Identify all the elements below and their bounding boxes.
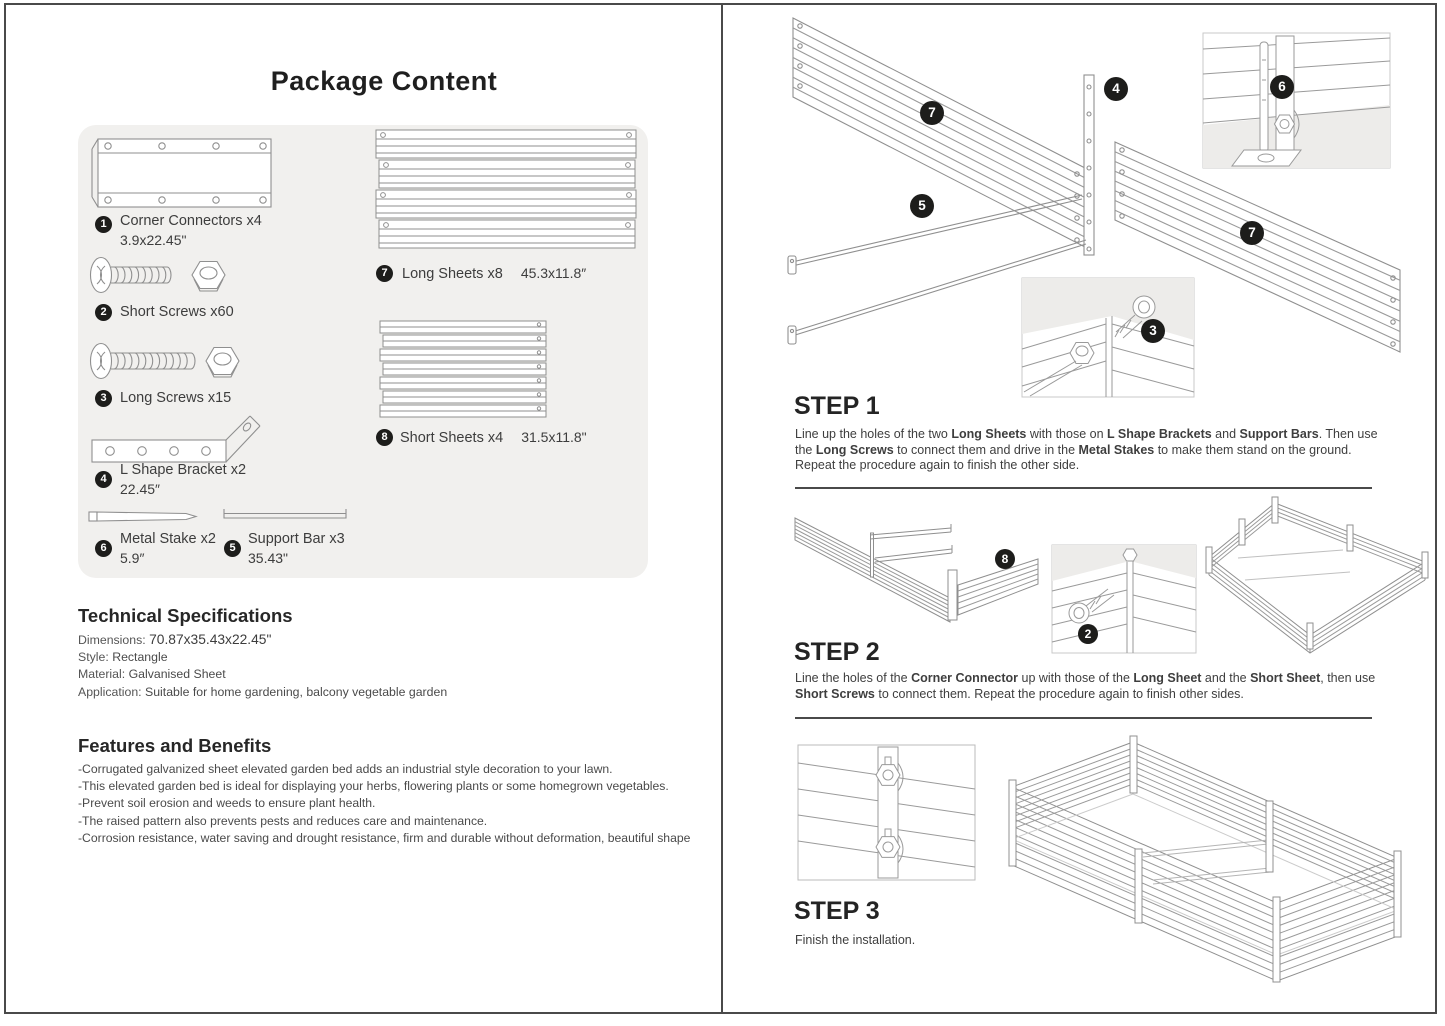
step3-instructions: Finish the installation. bbox=[795, 933, 916, 947]
part-label bbox=[120, 461, 246, 500]
part-label bbox=[120, 303, 234, 322]
part-dimension: 3.9x22.45" bbox=[120, 232, 187, 248]
step1-assembly-diagram bbox=[728, 2, 1445, 396]
part-number-badge: 1 bbox=[95, 216, 112, 233]
part-name: Short Screws x60 bbox=[120, 304, 234, 320]
diagram-badge-long-sheet-right: 7 bbox=[1240, 221, 1264, 245]
part-number-badge: 6 bbox=[95, 540, 112, 557]
l-bracket-drawing bbox=[90, 414, 262, 466]
diagram-badge-support-bar: 5 bbox=[910, 194, 934, 218]
page-title: Package Content bbox=[270, 66, 498, 96]
part-dimension: 31.5x11.8" bbox=[521, 429, 587, 445]
part-name: Metal Stake x2 bbox=[120, 531, 216, 547]
part-number-badge: 2 bbox=[95, 304, 112, 321]
diagram-badge-long-screw: 3 bbox=[1141, 319, 1165, 343]
spec-key: Style: bbox=[78, 650, 109, 665]
step1-instructions: Line up the holes of the two Long Sheets with those on L Shape Brackets and Support Bars. Then use the Long Screws to connect them and drive in the Metal Stakes to make them stand on the ground. Repeat the procedure again to finish the other side. bbox=[795, 427, 1378, 473]
spec-row bbox=[78, 684, 708, 701]
part-dimension: 35.43" bbox=[248, 550, 289, 566]
feature-item: -This elevated garden bed is ideal for displaying your herbs, flowering plants or some homegrown vegetables. bbox=[78, 779, 669, 794]
diagram-badge-metal-stake: 6 bbox=[1270, 75, 1294, 99]
column-divider bbox=[721, 3, 723, 1014]
step3-assembly-diagram bbox=[790, 723, 1445, 1015]
part-label bbox=[120, 212, 262, 251]
part-label bbox=[400, 428, 587, 448]
part-name: Support Bar x3 bbox=[248, 531, 345, 547]
short-sheets-drawing bbox=[376, 320, 552, 422]
part-name: Corner Connectors x4 bbox=[120, 213, 262, 229]
part-label bbox=[248, 530, 345, 569]
metal-stake-drawing bbox=[88, 508, 200, 524]
part-dimension: 45.3x11.8″ bbox=[520, 265, 587, 281]
part-number-badge: 7 bbox=[376, 265, 393, 282]
step3-title: STEP 3 bbox=[794, 897, 880, 925]
diagram-badge-short-screw: 2 bbox=[1078, 624, 1098, 644]
part-dimension: 5.9″ bbox=[120, 550, 145, 566]
part-name: Short Sheets x4 bbox=[400, 430, 504, 446]
feature-item: -Corrosion resistance, water saving and drought resistance, firm and durable without deformation, beautiful shape bbox=[78, 830, 691, 845]
step2-assembly-diagram bbox=[790, 495, 1440, 657]
short-screw-drawing bbox=[88, 254, 238, 296]
part-name: L Shape Bracket x2 bbox=[120, 462, 247, 478]
tech-specs-list bbox=[78, 631, 708, 701]
spec-value: Rectangle bbox=[112, 650, 168, 665]
spec-row bbox=[78, 631, 708, 649]
spec-value: Suitable for home gardening, balcony vegetable garden bbox=[145, 684, 448, 699]
diagram-badge-short-sheet: 8 bbox=[995, 549, 1015, 569]
part-number-badge: 5 bbox=[224, 540, 241, 557]
section-divider bbox=[795, 717, 1372, 719]
part-label bbox=[402, 264, 586, 284]
part-label bbox=[120, 530, 216, 569]
spec-key: Material: bbox=[78, 667, 126, 682]
feature-item: -The raised pattern also prevents pests and reduces care and maintenance. bbox=[78, 813, 488, 828]
part-name: Long Sheets x8 bbox=[402, 266, 503, 282]
spec-key: Application: bbox=[78, 684, 142, 699]
spec-row bbox=[78, 666, 708, 683]
step2-instructions: Line the holes of the Corner Connector up with those of the Long Sheet and the Short Sheet, then use Short Screws to connect them. Repeat the procedure again to finish other sides. bbox=[795, 671, 1376, 701]
corner-connector-drawing bbox=[90, 136, 274, 210]
step1-title: STEP 1 bbox=[794, 392, 880, 420]
part-number-badge: 3 bbox=[95, 390, 112, 407]
long-screw-drawing bbox=[88, 340, 252, 382]
part-number-badge: 8 bbox=[376, 429, 393, 446]
feature-item: -Corrugated galvanized sheet elevated garden bed adds an industrial style decoration to your lawn. bbox=[78, 762, 613, 776]
support-bar-drawing bbox=[220, 506, 350, 522]
spec-key: Dimensions: bbox=[78, 633, 146, 647]
part-number-badge: 4 bbox=[95, 471, 112, 488]
part-name: Long Screws x15 bbox=[120, 390, 232, 406]
long-sheets-drawing bbox=[372, 128, 640, 252]
section-divider bbox=[795, 487, 1372, 489]
spec-value: Galvanised Sheet bbox=[128, 667, 226, 682]
features-list bbox=[78, 761, 718, 847]
step2-title: STEP 2 bbox=[794, 638, 880, 666]
diagram-badge-long-sheet: 7 bbox=[920, 101, 944, 125]
spec-row bbox=[78, 649, 708, 666]
feature-item: -Prevent soil erosion and weeds to ensure plant health. bbox=[78, 796, 376, 811]
spec-value: 70.87x35.43x22.45" bbox=[149, 632, 272, 647]
part-label bbox=[120, 389, 231, 408]
features-title: Features and Benefits bbox=[78, 735, 272, 756]
part-dimension: 22.45″ bbox=[120, 481, 160, 497]
diagram-badge-l-bracket: 4 bbox=[1104, 77, 1128, 101]
tech-specs-title: Technical Specifications bbox=[78, 605, 293, 626]
